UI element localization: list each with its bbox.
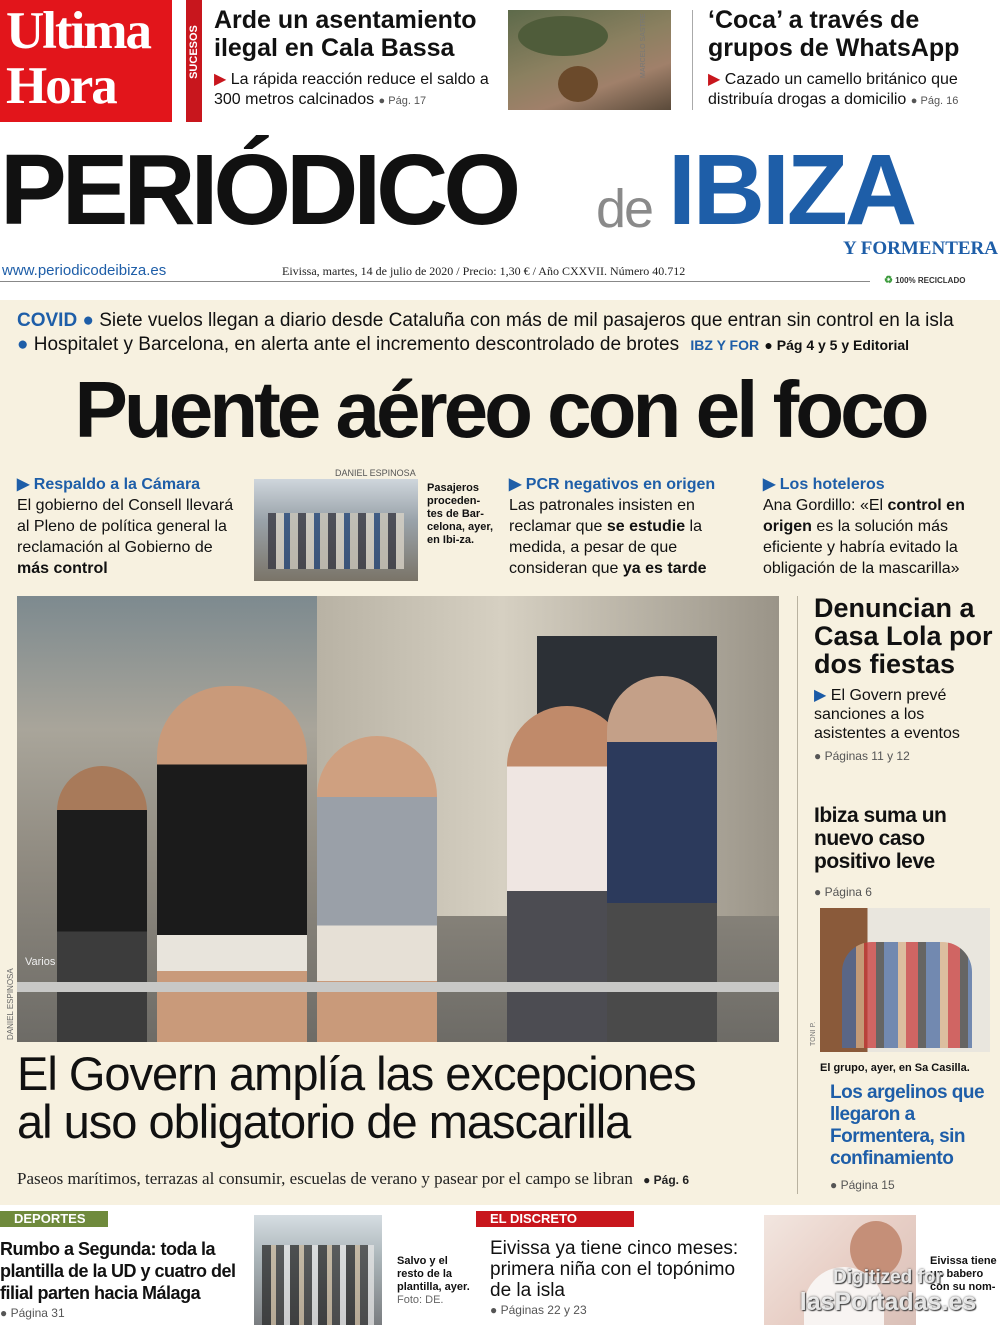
lead-col-1-title-wrap (17, 474, 245, 495)
lead-kicker-line2 (17, 333, 997, 357)
sidebar-story-2-title: Ibiza suma un nuevo caso positivo leve (814, 804, 947, 873)
sports-ref-wrap: ● Página 31 (0, 1306, 65, 1320)
discreto-tag[interactable]: EL DISCRETO (476, 1211, 634, 1227)
top-story-right[interactable] (708, 6, 993, 111)
main-photo-credit: DANIEL ESPINOSA (6, 968, 15, 1040)
sidebar-story-1-ref-wrap: ● Páginas 11 y 12 (814, 749, 910, 763)
top-story-left-sub-wrap (214, 70, 504, 111)
lead-photo-credit: DANIEL ESPINOSA (335, 468, 416, 478)
teddy-shape (558, 66, 598, 102)
lead-ref: Pág 4 y 5 y Editorial (776, 337, 910, 353)
lead-col-4-bold1: control en origen (763, 497, 965, 535)
sidebar-photo-group (820, 908, 990, 1052)
discreto-ref: Páginas 22 y 23 (500, 1303, 587, 1317)
lead-line2: Hospitalet y Barcelona, en alerta ante el incremento descontrolado de brotes (33, 334, 680, 355)
sidebar-story-1-title: Denuncian a Casa Lola por dos fiestas (814, 593, 993, 679)
sidebar-story-3-ref-wrap: ● Página 15 (830, 1178, 895, 1192)
lead-col-1[interactable] (17, 474, 245, 579)
sidebar-story-2-ref-wrap: ● Página 6 (814, 885, 872, 899)
triangle-icon: ▶ (814, 687, 827, 704)
sidebar-story-1-ref: Páginas 11 y 12 (824, 749, 910, 763)
top-story-left-page: Pág. 17 (388, 95, 427, 107)
people-shape (268, 513, 404, 569)
sidebar-story-3-ref: Página 15 (840, 1178, 895, 1192)
lead-photo-passengers (254, 479, 418, 581)
recycle-icon: ♻ (884, 275, 893, 286)
lead-kicker-line1 (17, 309, 997, 333)
lead-line1: Siete vuelos llegan a diario desde Cataluña con más de mil pasajeros que entran sin control en la isla (99, 310, 954, 331)
lead-ref-wrap: ● Pág 4 y 5 y Editorial (764, 337, 910, 353)
sidebar-story-1[interactable] (814, 594, 994, 763)
top-story-right-page-wrap: ● Pág. 16 (910, 95, 959, 107)
main-headline-line1: El Govern amplía las excepciones (17, 1047, 696, 1100)
nameplate-part1: PERIÓDICO (0, 134, 517, 246)
brand-line-2: Hora (6, 57, 116, 115)
main-sub[interactable] (17, 1168, 787, 1191)
nameplate-part2: de (596, 179, 653, 239)
lead-col-3[interactable] (509, 474, 749, 579)
nameplate-sub: Y FORMENTERA (843, 238, 998, 259)
lead-col-1-bold: más control (17, 560, 108, 577)
sidebar-story-1-sub-wrap (814, 686, 994, 743)
lead-col-3-text2: la medida, a pesar de que consideran que (509, 518, 702, 577)
lead-col-1-body (17, 495, 245, 579)
lead-col-4[interactable] (763, 474, 991, 579)
bullet-icon: ● (82, 310, 94, 331)
sports-caption-text: Salvo y el resto de la plantilla, ayer. (397, 1255, 470, 1293)
top-story-right-sub: Cazado un camello británico que distribuía drogas a domicilio (708, 71, 958, 108)
nameplate[interactable] (0, 134, 1000, 264)
sidebar-photo-caption: El grupo, ayer, en Sa Casilla. (820, 1062, 970, 1074)
top-story-left[interactable] (214, 6, 504, 111)
brand-logo[interactable] (0, 0, 172, 122)
discreto-title: Eivissa ya tiene cinco meses: primera niña con el topónimo de la isla (490, 1238, 739, 1301)
sidebar-photo-credit: TONI P. (810, 1021, 817, 1046)
triangle-icon: ▶ (17, 476, 30, 493)
top-story-left-page-wrap: ● Pág. 17 (378, 95, 427, 107)
lead-headline[interactable]: Puente aéreo con el foco (74, 365, 926, 454)
top-story-right-sub-wrap (708, 70, 993, 111)
recycled-badge (884, 275, 965, 286)
lead-col-1-title: Respaldo a la Cámara (33, 476, 201, 493)
lead-col-4-text1: Ana Gordillo: «El (763, 497, 884, 514)
sports-credit: Foto: DE. (397, 1294, 444, 1306)
sidebar-story-2-ref: Página 6 (824, 885, 872, 899)
main-headline-line2: al uso obligatorio de mascarilla (17, 1095, 631, 1148)
lead-col-3-body (509, 495, 749, 579)
lead-col-4-title: Los hoteleros (779, 476, 885, 493)
site-url[interactable]: www.periodicodeibiza.es (2, 262, 167, 279)
dateline: Eivissa, martes, 14 de julio de 2020 / Precio: 1,30 € / Año CXXVII. Número 40.712 (282, 264, 686, 278)
sports-caption (397, 1255, 472, 1307)
railing-shape (17, 982, 779, 992)
lead-col-3-title: PCR negativos en origen (525, 476, 716, 493)
main-ref: Pág. 6 (653, 1173, 690, 1187)
sidebar-story-3-title: Los argelinos que llegaron a Formentera, sin confinamiento (830, 1082, 985, 1169)
lead-kicker[interactable] (17, 309, 997, 357)
section-label-sucesos (186, 0, 202, 122)
top-story-right-page: Pág. 16 (920, 95, 959, 107)
lead-col-4-body (763, 495, 991, 579)
sports-title: Rumbo a Segunda: toda la plantilla de la UD y cuatro del filial parten hacia Málaga (0, 1239, 236, 1303)
lead-col-3-text1: Las patronales insisten en reclamar que (509, 497, 695, 535)
top-divider (692, 10, 693, 110)
watermark-line1: Digitized for (833, 1267, 943, 1288)
lead-photo-caption: Pasajeros proceden-tes de Bar-celona, ayer, en Ibi-za. (427, 482, 494, 546)
discreto-story[interactable] (490, 1238, 752, 1317)
sports-photo-team (254, 1215, 382, 1325)
main-sub-text: Paseos marítimos, terrazas al consumir, escuelas de verano y pasear por el campo se libran (17, 1169, 633, 1188)
person-2-shape (317, 736, 437, 1042)
lead-col-4-title-wrap (763, 474, 991, 495)
lead-col-3-title-wrap (509, 474, 749, 495)
lead-col-3-bold2: ya es tarde (622, 560, 707, 577)
section-label-text: SUCESOS (188, 25, 200, 79)
group-shape (842, 942, 972, 1048)
lead-col-3-bold1: se estudie (606, 518, 686, 535)
watermark-line2: lasPortadas.es (799, 1288, 977, 1316)
lead-region: IBZ Y FOR (690, 337, 760, 353)
bullet-icon: ● (17, 334, 29, 355)
brand-line-1: Ultima (6, 2, 151, 60)
triangle-icon: ▶ (509, 476, 522, 493)
players-shape (262, 1245, 374, 1325)
triangle-icon: ▶ (763, 476, 776, 493)
sports-tag[interactable]: DEPORTES (0, 1211, 108, 1227)
lead-tag: COVID (17, 310, 78, 331)
sidebar-divider (797, 596, 798, 1194)
lead-col-4-text2: es la solución más eficiente y habría evitado la obligación de la mascarilla» (763, 518, 960, 577)
recycled-text: 100% RECICLADO (895, 276, 966, 285)
triangle-icon: ▶ (708, 71, 721, 88)
header-rule (0, 281, 870, 282)
triangle-icon: ▶ (214, 71, 227, 88)
discreto-ref-wrap: ● Páginas 22 y 23 (490, 1303, 587, 1317)
lead-col-1-text: El gobierno del Consell llevará al Pleno de política general la reclamación al Gobierno de (17, 497, 234, 556)
sidebar-story-2[interactable] (814, 804, 994, 899)
sidebar-story-1-sub: El Govern prevé sanciones a los asistentes a eventos (814, 687, 960, 742)
top-photo-credit: MARCELO SASTRE (640, 13, 647, 78)
tree-shape (518, 16, 608, 56)
sidebar-story-3[interactable] (830, 1082, 995, 1192)
top-story-left-title: Arde un asentamiento ilegal en Cala Bassa (214, 6, 477, 62)
main-photo-overlay-text: Varios (25, 956, 56, 968)
sports-ref: Página 31 (10, 1306, 65, 1320)
nameplate-part3: IBIZA (668, 134, 915, 246)
watermark (776, 1267, 1000, 1316)
top-story-right-title: ‘Coca’ a través de grupos de WhatsApp (708, 6, 960, 62)
top-story-left-sub: La rápida reacción reduce el saldo a 300 metros calcinados (214, 71, 489, 108)
main-photo-people-masks (17, 596, 779, 1042)
person-5-shape (57, 766, 147, 1042)
main-headline[interactable] (17, 1047, 797, 1148)
discreto-caption: Eivissa tiene un babero con su nom- (930, 1255, 997, 1293)
main-ref-wrap: ● Pág. 6 (643, 1173, 690, 1187)
sports-story[interactable] (0, 1238, 248, 1320)
